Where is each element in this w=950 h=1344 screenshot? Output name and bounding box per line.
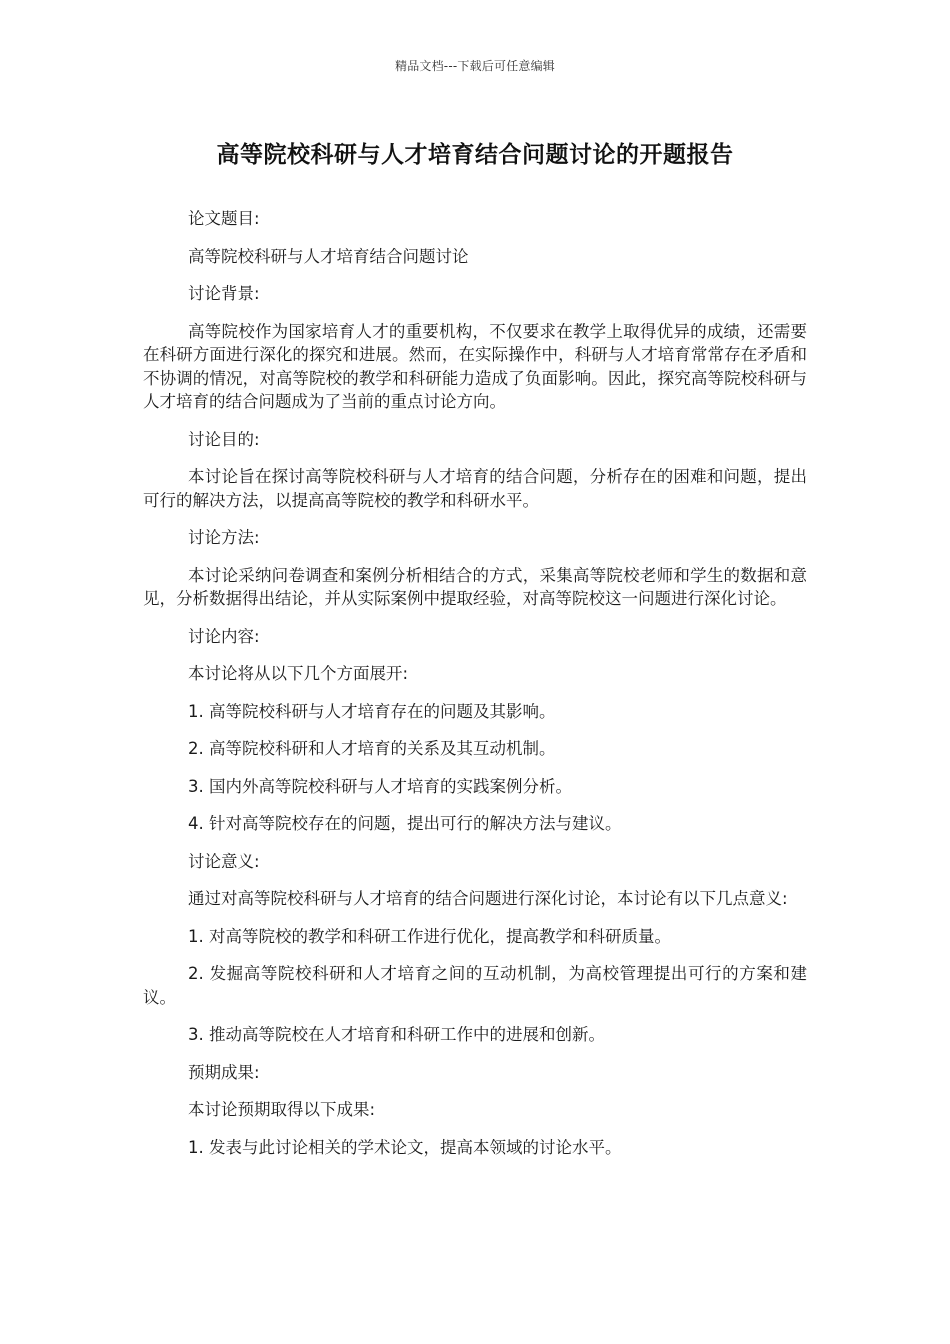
label-significance: 讨论意义: xyxy=(188,851,260,871)
label-purpose: 讨论目的: xyxy=(188,429,260,449)
significance-intro: 通过对高等院校科研与人才培育的结合问题进行深化讨论，本讨论有以下几点意义: xyxy=(188,889,788,908)
purpose-text: 本讨论旨在探讨高等院校科研与人才培育的结合问题，分析存在的困难和问题，提出可行的解决方法，以提高高等院校的教学和科研水平。 xyxy=(143,467,807,510)
document-body xyxy=(143,207,807,1173)
significance-item: 2. 发掘高等院校科研和人才培育之间的互动机制，为高校管理提出可行的方案和建议。 xyxy=(143,964,807,1007)
background-text: 高等院校作为国家培育人才的重要机构，不仅要求在教学上取得优异的成绩，还需要在科研方面进行深化的探究和进展。然而，在实际操作中，科研与人才培育常常存在矛盾和不协调的情况，对高等院校的教学和科研能力造成了负面影响。因此，探究高等院校科研与人才培育的结合问题成为了当前的重点讨论方向。 xyxy=(143,321,807,411)
document-title: 高等院校科研与人才培育结合问题讨论的开题报告 xyxy=(216,142,734,168)
label-method: 讨论方法: xyxy=(188,528,260,547)
content-intro: 本讨论将从以下几个方面展开: xyxy=(188,664,409,683)
content-item: 1. 高等院校科研与人才培育存在的问题及其影响。 xyxy=(188,701,556,721)
expected-results-item: 1. 发表与此讨论相关的学术论文，提高本领域的讨论水平。 xyxy=(188,1137,622,1157)
label-content: 讨论内容: xyxy=(188,626,260,646)
significance-item: 3. 推动高等院校在人才培育和科研工作中的进展和创新。 xyxy=(188,1025,605,1044)
label-expected-results: 预期成果: xyxy=(188,1062,260,1082)
significance-item: 1. 对高等院校的教学和科研工作进行优化，提高教学和科研质量。 xyxy=(188,926,671,946)
header-note: 精品文档---下载后可任意编辑 xyxy=(395,59,555,73)
label-background: 讨论背景: xyxy=(188,284,260,303)
expected-results-intro: 本讨论预期取得以下成果: xyxy=(188,1100,376,1119)
content-item: 4. 针对高等院校存在的问题，提出可行的解决方法与建议。 xyxy=(188,814,622,833)
label-thesis-topic: 论文题目: xyxy=(188,209,260,228)
method-text: 本讨论采纳问卷调查和案例分析相结合的方式，采集高等院校老师和学生的数据和意见，分析数据得出结论，并从实际案例中提取经验，对高等院校这一问题进行深化讨论。 xyxy=(143,565,807,608)
content-item: 3. 国内外高等院校科研与人才培育的实践案例分析。 xyxy=(188,776,572,796)
content-item: 2. 高等院校科研和人才培育的关系及其互动机制。 xyxy=(188,739,556,758)
thesis-topic: 高等院校科研与人才培育结合问题讨论 xyxy=(188,246,469,266)
